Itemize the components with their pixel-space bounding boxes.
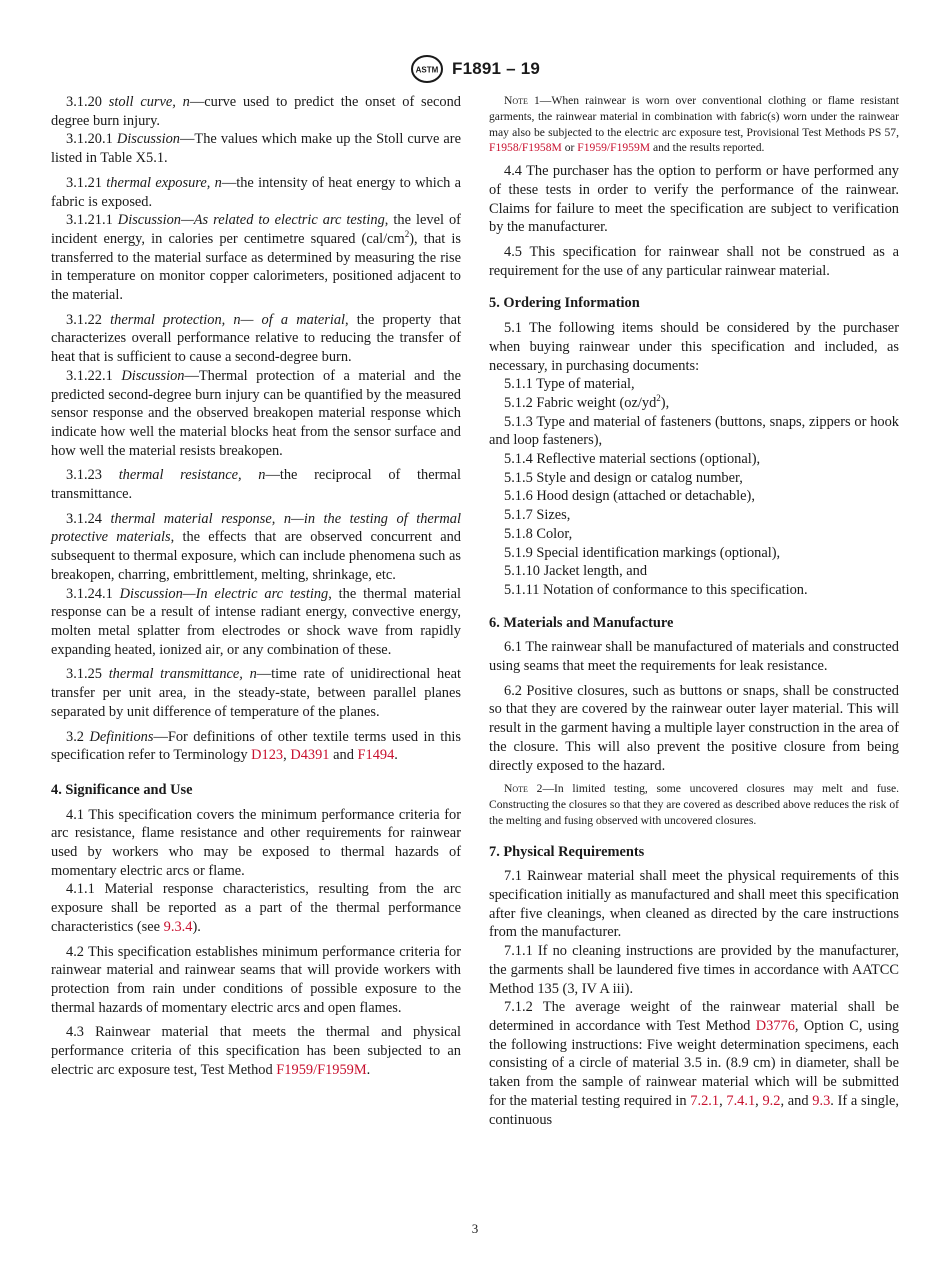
- paragraph-4-2: 4.2 This specification establishes minimum performance criteria for rainwear material and rainwear seams that will provide workers with protection from rain under conditions of possible exposure to the thermal hazards of momentary electric arcs and open flames.: [51, 943, 461, 1016]
- left-column: [51, 93, 461, 1079]
- paragraph-3-1-22: 3.1.22 thermal protection, n— of a material, the property that characterizes overall performance relative to reducing the transfer of heat that is sufficient to cause a second-degree burn.: [51, 311, 461, 366]
- link-d4391[interactable]: D4391: [290, 747, 330, 764]
- svg-text:ASTM: ASTM: [415, 65, 439, 75]
- link-f1494[interactable]: F1494: [357, 747, 395, 764]
- link-f1959-note[interactable]: F1959/F1959M: [577, 141, 651, 155]
- paragraph-3-1-25: 3.1.25 thermal transmittance, n—time rate of unidirectional heat transfer per unit area, in the steady-state, between parallel planes separated by unit difference of temperature of the planes.: [51, 666, 461, 720]
- link-9-2[interactable]: 9.2: [762, 1092, 781, 1109]
- paragraph-4-4: 4.4 The purchaser has the option to perform or have performed any of these tests in order to verify the performance of the rainwear. Claims for failure to meet the specification are subject to verification by the manufacturer.: [489, 163, 899, 236]
- list-item: 5.1.4 Reflective material sections (optional),: [504, 451, 761, 468]
- paragraph-4-1-1: 4.1.1 Material response characteristics, resulting from the arc exposure shall be reported as a part of the thermal performance characteristics (see 9.3.4).: [51, 881, 461, 935]
- link-9-3-4[interactable]: 9.3.4: [163, 918, 193, 935]
- link-7-4-1[interactable]: 7.4.1: [726, 1092, 756, 1109]
- list-item: 5.1.2 Fabric weight $(oz/yd^2)$,: [504, 393, 670, 411]
- list-item: 5.1.1 Type of material,: [504, 376, 635, 393]
- paragraph-5-1: 5.1 The following items should be considered by the purchaser when buying rainwear under this specification and included, as necessary, in purchasing documents:: [489, 320, 899, 374]
- list-item: 5.1.3 Type and material of fasteners (buttons, snaps, zippers or hook and loop fasteners),: [489, 413, 899, 449]
- link-f1959[interactable]: F1959/F1959M: [276, 1061, 367, 1078]
- paragraph-6-1: 6.1 The rainwear shall be manufactured of materials and constructed using seams that meet the requirements for leak resistance.: [489, 639, 899, 675]
- paragraph-3-1-21-1: 3.1.21.1 Discussion—As related to electric arc testing, the level of incident energy, in calories per centimetre squared $(cal/cm^2)$, that is transferred to the material surface as determined by measuring the rise in temperature on monitor copper calorimeters, positioned adjacent to the material.: [51, 212, 461, 304]
- list-item: 5.1.11 Notation of conformance to this specification.: [504, 581, 808, 598]
- page-header: [0, 52, 950, 86]
- paragraph-3-1-20-1: 3.1.20.1 Discussion—The values which make up the Stoll curve are listed in Table X5.1.: [51, 131, 461, 167]
- paragraph-7-1-1: 7.1.1 If no cleaning instructions are provided by the manufacturer, the garments shall be laundered five times in accordance with AATCC Method 135 (3, IV A iii).: [489, 943, 899, 997]
- list-item: 5.1.6 Hood design (attached or detachable),: [504, 488, 755, 505]
- paragraph-4-3: 4.3 Rainwear material that meets the thermal and physical performance criteria of this specification has been subjected to an electric arc exposure test, Test Method F1959/F1959M.: [51, 1024, 461, 1078]
- page-number: 3: [471, 1221, 479, 1236]
- paragraph-3-1-23: 3.1.23 thermal resistance, n—the reciprocal of thermal transmittance.: [51, 467, 461, 503]
- paragraph-3-1-20: 3.1.20 stoll curve, n—curve used to predict the onset of second degree burn injury.: [51, 94, 461, 129]
- paragraph-3-1-22-1: 3.1.22.1 Discussion—Thermal protection of a material and the predicted second-degree burn injury can be quantified by the measured sensor response and the observed breakopen material response which indicate how well the material blocks heat from the sensor surface and how well the material resists breakopen.: [51, 367, 461, 459]
- list-item: 5.1.10 Jacket length, and: [504, 563, 648, 580]
- paragraph-7-1: 7.1 Rainwear material shall meet the physical requirements of this specification initially as manufactured and shall meet this specification after five cleanings, when cleaned as directed by the care instructions from the manufacturer.: [489, 868, 899, 941]
- paragraph-6-2: 6.2 Positive closures, such as buttons or snaps, shall be constructed so that they are covered by the rainwear outer layer material. This will result in the garment having a multiple layer construction in the area of the closure. This will also prevent the positive closure from being directly exposed to the hazard.: [489, 682, 899, 774]
- list-item: 5.1.9 Special identification markings (optional),: [504, 544, 781, 561]
- section-4-heading: 4. Significance and Use: [51, 781, 193, 798]
- paragraph-4-1: 4.1 This specification covers the minimum performance criteria for arc resistance, flame resistance and other requirements for rainwear used by workers who may be exposed to thermal hazards of momentary electric arcs or flame.: [51, 806, 461, 879]
- note-1: Note 1—When rainwear is worn over conventional clothing or flame resistant garments, the rainwear material in combination with fabric(s) worn under the rainwear may also be subjected to the electric arc exposure test, Provisional Test Methods PS 57, F1958/F1958M or F1959/F1959M and the results reported.: [489, 94, 899, 155]
- note-2: Note 2—In limited testing, some uncovered closures may melt and fuse. Constructing the closures so that they are covered as described above reduces the risk of the melting and fusing observed with uncovered closures.: [489, 782, 899, 827]
- link-d123[interactable]: D123: [251, 747, 284, 764]
- paragraph-7-1-2: 7.1.2 The average weight of the rainwear material shall be determined in accordance with Test Method D3776, Option C, using the following instructions: Five weight determination specimens, each consisting of a circle of material 3.5 in. (8.9 cm) in diameter, shall be taken from the sample of rainwear material which will be submitted for the material testing required in 7.2.1, 7.4.1, 9.2, and 9.3. If a single, continuous: [489, 999, 899, 1128]
- paragraph-3-1-24-1: 3.1.24.1 Discussion—In electric arc testing, the thermal material response can be a result of intense radiant energy, convective energy, molten metal splatter from electrodes or shock wave from rapidly expanding heated, ionized air, or any combination of these.: [51, 585, 461, 658]
- section-6-heading: 6. Materials and Manufacture: [489, 614, 674, 631]
- link-9-3[interactable]: 9.3: [812, 1092, 831, 1109]
- section-5-heading: 5. Ordering Information: [489, 295, 640, 312]
- list-item: 5.1.8 Color,: [504, 525, 573, 542]
- paragraph-3-1-24: 3.1.24 thermal material response, n—in the testing of thermal protective materials, the effects that are observed concurrent and subsequent to thermal exposure, which can include phenomena such as breakopen, charring, embrittlement, melting, shrinkage, etc.: [51, 510, 462, 583]
- right-column: [489, 93, 899, 1129]
- paragraph-3-1-21: 3.1.21 thermal exposure, n—the intensity of heat energy to which a fabric is exposed.: [51, 174, 461, 210]
- paragraph-4-5: 4.5 This specification for rainwear shall not be construed as a requirement for the use of any particular rainwear material.: [489, 244, 899, 279]
- link-d3776[interactable]: D3776: [755, 1018, 795, 1034]
- document-id: F1891 – 19: [451, 59, 540, 78]
- link-7-2-1[interactable]: 7.2.1: [690, 1092, 720, 1109]
- list-item: 5.1.7 Sizes,: [504, 507, 571, 524]
- astm-logo-icon: [410, 54, 444, 84]
- section-7-heading: 7. Physical Requirements: [489, 843, 645, 860]
- link-f1958[interactable]: F1958/F1958M: [489, 141, 562, 155]
- paragraph-3-2: 3.2 Definitions—For definitions of other textile terms used in this specification refer to Terminology D123, D4391 and F1494.: [51, 728, 461, 764]
- list-item: 5.1.5 Style and design or catalog number,: [504, 469, 743, 486]
